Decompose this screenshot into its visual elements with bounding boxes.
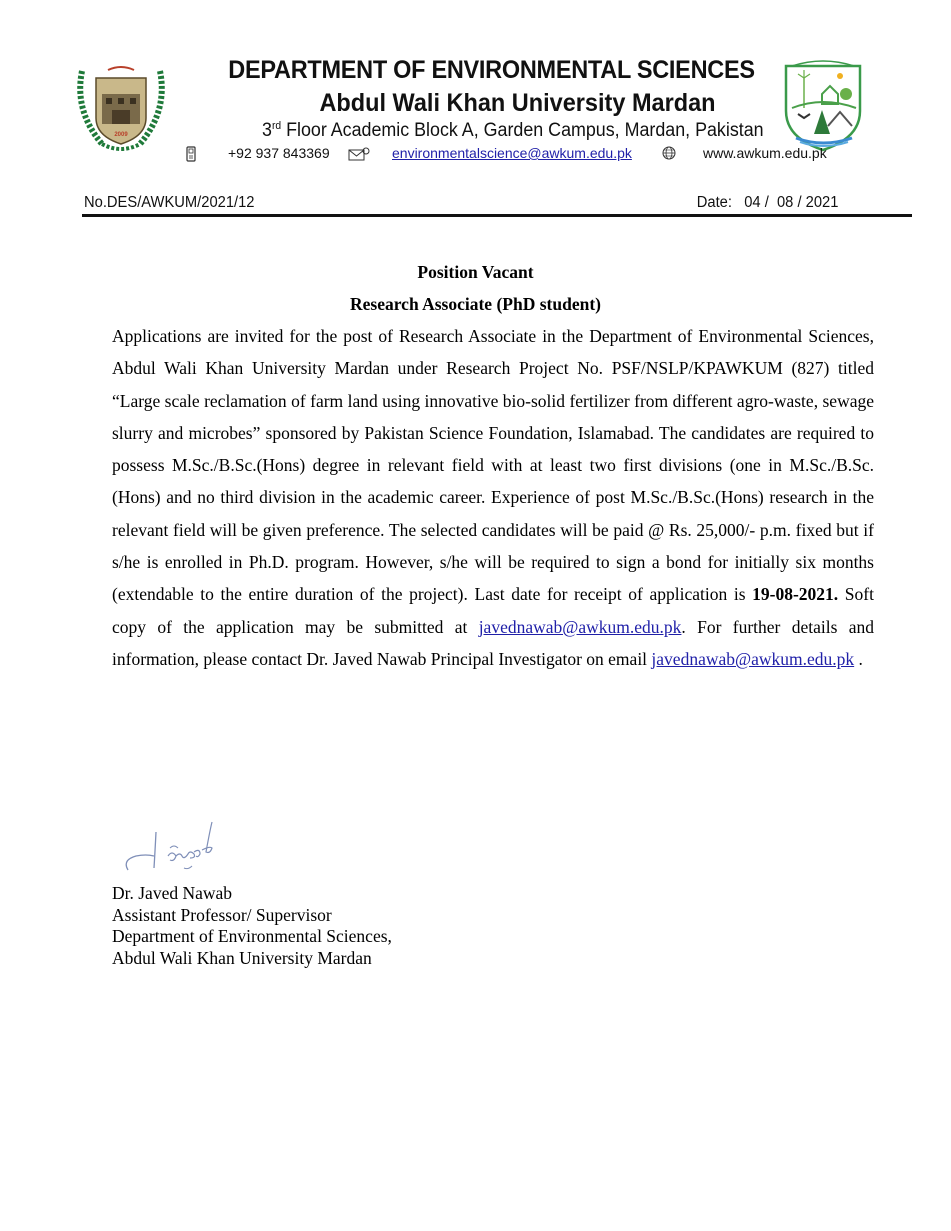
svg-text:2009: 2009 — [114, 132, 128, 138]
body-text: Soft copy of the application may be submitted at — [112, 584, 874, 637]
phone-number: +92 937 843369 — [228, 145, 330, 161]
body-text: . For further details and information, please contact Dr. Javed Nawab Principal Investigator on email — [112, 616, 874, 669]
signatory-designation: Assistant Professor/ Supervisor — [112, 904, 332, 925]
reference-number: No.DES/AWKUM/2021/12 — [84, 194, 255, 211]
address-ordinal: 3 — [262, 120, 272, 141]
signatory-name: Dr. Javed Nawab — [112, 883, 233, 903]
body-text: Applications are invited for the post of Research Associate in the Department of Environmental Sciences, Abdul Wali Khan University Mardan under Research Project No. PSF/NSLP/KPAWKUM (827) titled “Large scale reclamation of farm land using innovative bio-solid fertilizer from different agro-waste, sewage slurry and microbes” sponsored by Pakistan Science Foundation, Islamabad. The candidates are required to possess M.Sc./B.Sc.(Hons) degree in relevant field with at least two first divisions (one in M.Sc./B.Sc.(Hons) and no third division in the academic career. Experience of post M.Sc./B.Sc.(Hons) research in the relevant field will be given preference. The selected candidates will be paid @ Rs. 25,000/- p.m. fixed but if s/he is enrolled in Ph.D. program. However, s/he will be required to sign a bond for initially six months (extendable to the entire duration of the project). Last date for receipt of application is — [112, 326, 874, 605]
address-ordinal-suffix: rd — [271, 120, 282, 132]
header-divider — [82, 214, 912, 217]
university-name: Abdul Wali Khan University Mardan — [319, 89, 716, 117]
address-text: Floor Academic Block A, Garden Campus, Mardan, Pakistan — [281, 120, 764, 141]
body-text: . — [854, 648, 863, 669]
website-link[interactable]: www.awkum.edu.pk — [703, 145, 827, 161]
signatory-department: Department of Environmental Sciences, — [112, 926, 392, 946]
notice-title: Position Vacant — [417, 262, 534, 282]
date — [697, 194, 839, 212]
notice-subtitle: Research Associate (PhD student) — [350, 294, 601, 314]
department-email-link[interactable]: environmentalscience@awkum.edu.pk — [392, 145, 632, 161]
envelope-icon — [348, 147, 370, 161]
handwritten-signature-icon — [118, 812, 248, 882]
contact-email-link-2[interactable]: javednawab@awkum.edu.pk — [651, 648, 855, 669]
department-name: DEPARTMENT OF ENVIRONMENTAL SCIENCES — [228, 56, 755, 84]
address — [262, 120, 764, 142]
deadline-date: 19-08-2021. — [752, 584, 839, 605]
signatory-block — [112, 883, 392, 969]
date-value: 04 / 08 / 2021 — [744, 194, 839, 211]
date-label: Date: — [696, 194, 732, 211]
mobile-phone-icon — [186, 146, 196, 162]
notice-body — [112, 320, 874, 675]
contact-email-link[interactable]: javednawab@awkum.edu.pk — [478, 616, 682, 637]
signatory-university: Abdul Wali Khan University Mardan — [112, 947, 372, 968]
environmental-sciences-logo-icon — [778, 56, 868, 154]
globe-icon — [662, 146, 676, 160]
